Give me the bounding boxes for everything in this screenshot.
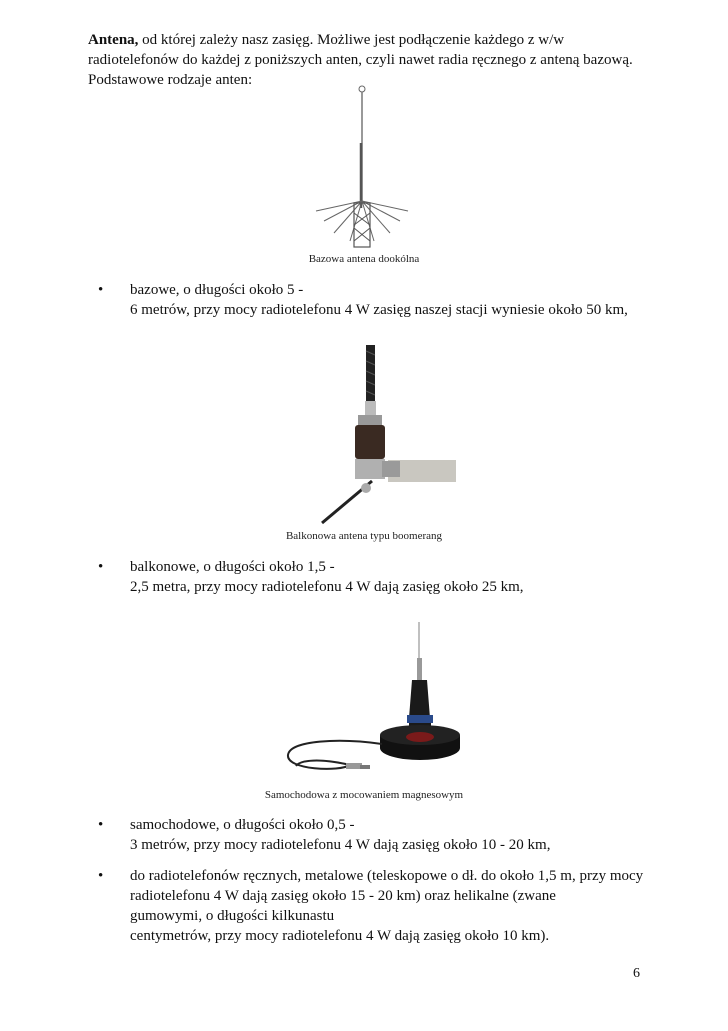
bullet-marker: • <box>98 868 104 884</box>
intro-line-3: Podstawowe rodzaje anten: <box>88 72 253 88</box>
base-antenna-image <box>310 83 410 253</box>
bullet-line: 6 metrów, przy mocy radiotelefonu 4 W zasięg naszej stacji wyniesie około 50 km, <box>130 302 628 318</box>
balcony-antenna-image <box>310 343 460 526</box>
intro-line-2: radiotelefonów do każdej z poniższych anten, czyli nawet radia ręcznego z anteną bazową. <box>88 52 633 68</box>
bullet-line: centymetrów, przy mocy radiotelefonu 4 W dają zasięg około 10 km). <box>130 928 550 944</box>
bullet-line: balkonowe, o długości około 1,5 - <box>130 559 335 575</box>
bullet-line: gumowymi, o długości kilkunastu <box>130 908 335 924</box>
bullet-line: do radiotelefonów ręcznych, metalowe (teleskopowe o dł. do około 1,5 m, przy mocy <box>130 868 644 884</box>
bullet-line: samochodowe, o długości około 0,5 - <box>130 817 355 833</box>
bullet-line: bazowe, o długości około 5 - <box>130 282 304 298</box>
page-number: 6 <box>633 966 640 981</box>
intro-bold: Antena, <box>88 32 139 48</box>
bullet-line: radiotelefonu 4 W dają zasięg około 15 - 20 km) oraz helikalne (zwane <box>130 888 556 904</box>
figure-caption-1: Bazowa antena dookólna <box>308 253 420 265</box>
bullet-marker: • <box>98 559 104 575</box>
intro-line-1: od której zależy nasz zasięg. Możliwe jest podłączenie każdego z w/w <box>138 32 565 48</box>
figure-caption-3: Samochodowa z mocowaniem magnesowym <box>264 789 464 801</box>
bullet-line: 2,5 metra, przy mocy radiotelefonu 4 W dają zasięg około 25 km, <box>130 579 524 595</box>
intro-paragraph <box>88 30 648 90</box>
bullet-marker: • <box>98 282 104 298</box>
bullet-marker: • <box>98 817 104 833</box>
figure-caption-2: Balkonowa antena typu boomerang <box>285 530 443 542</box>
bullet-line: 3 metrów, przy mocy radiotelefonu 4 W dają zasięg około 10 - 20 km, <box>130 837 551 853</box>
car-antenna-image <box>280 620 470 785</box>
